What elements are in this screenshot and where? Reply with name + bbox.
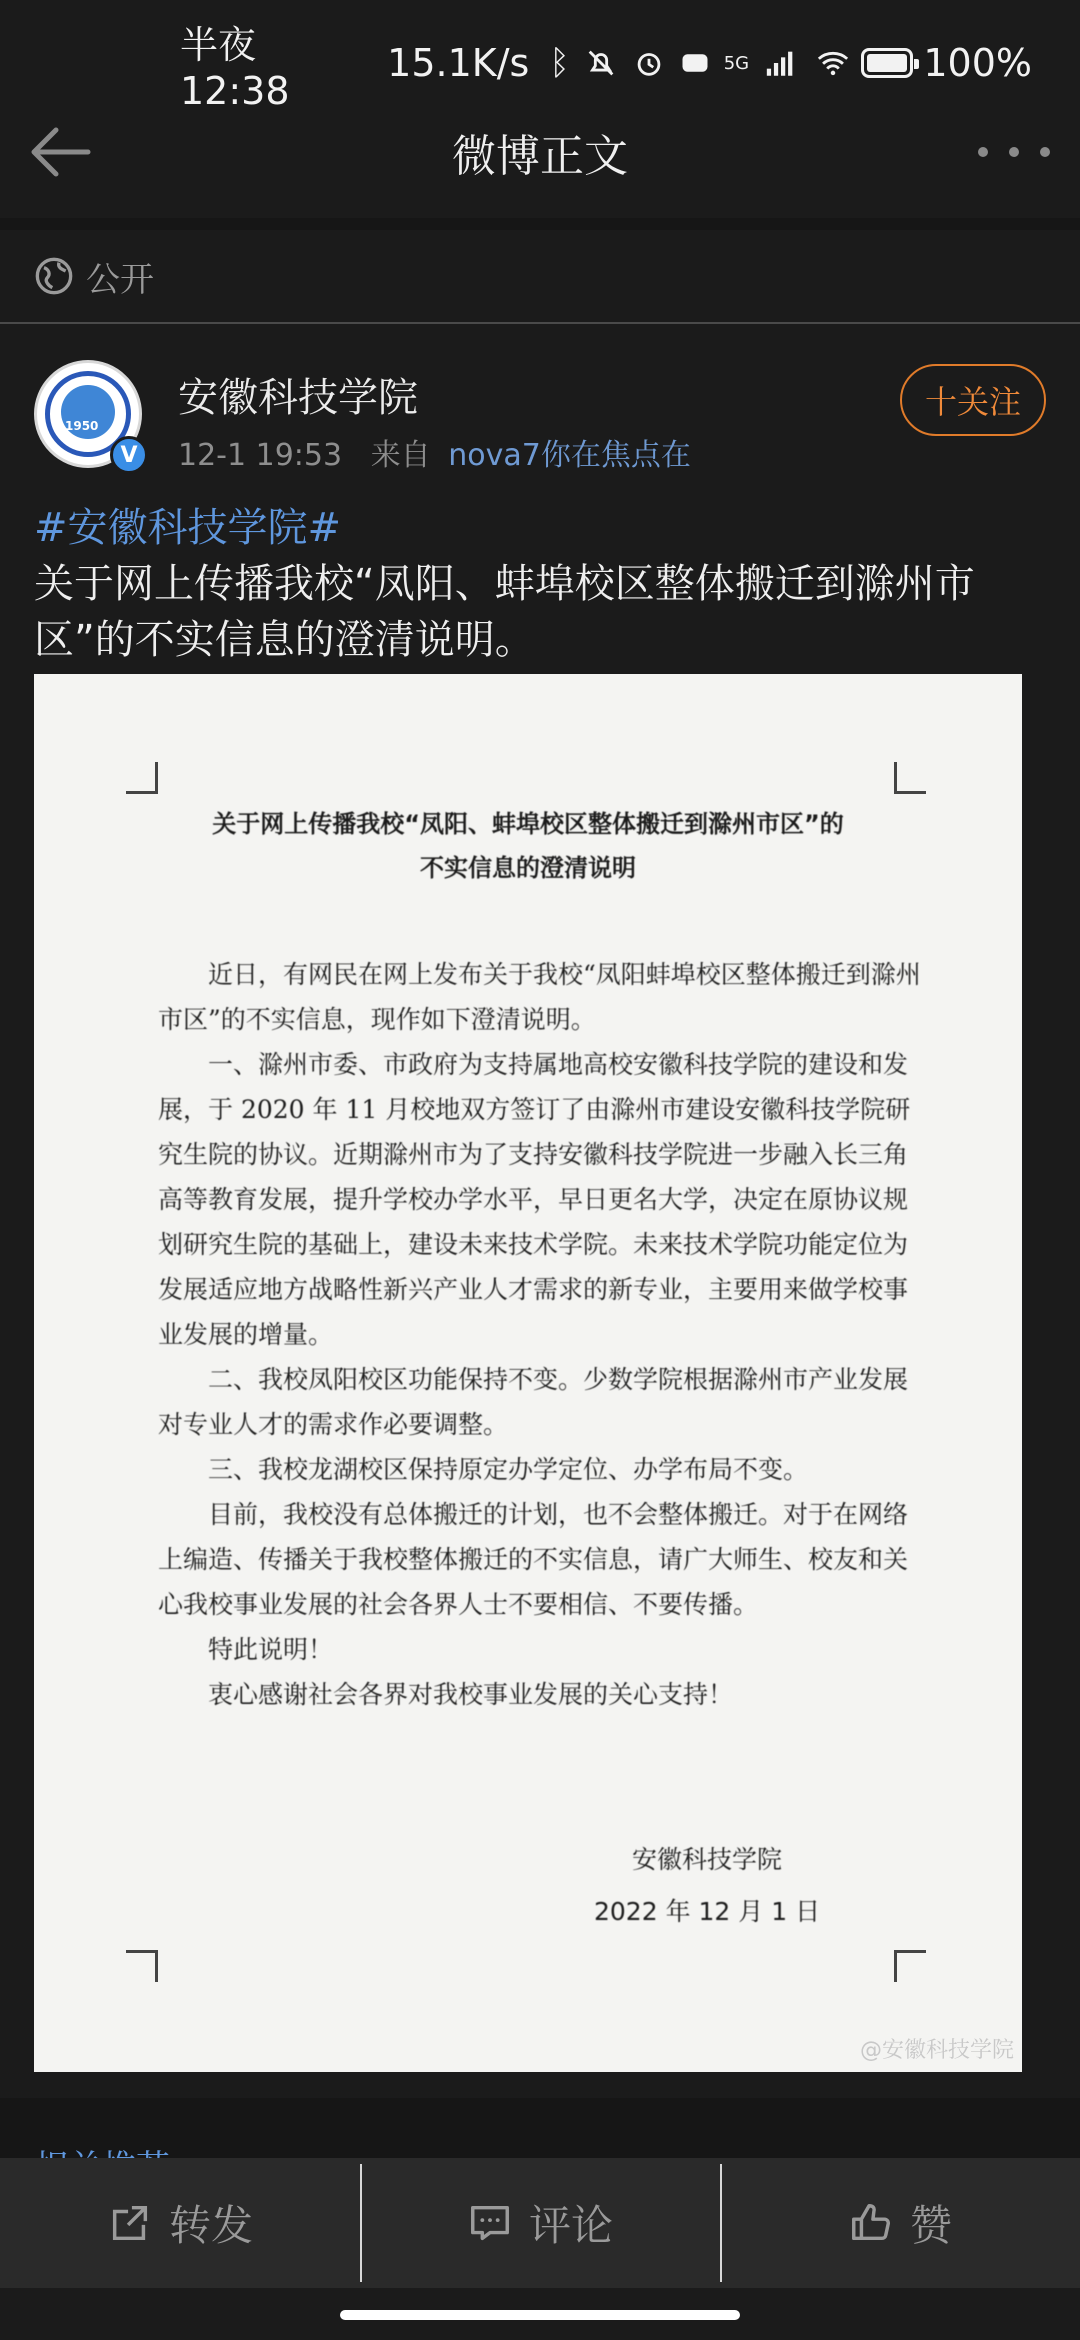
follow-button[interactable]: 十关注: [900, 364, 1046, 436]
visibility-label: 公开: [86, 259, 154, 300]
document-paragraph: 三、我校龙湖校区保持原定办学定位、办学布局不变。: [208, 1455, 809, 1484]
home-indicator[interactable]: [340, 2310, 740, 2320]
repost-icon: [107, 2200, 153, 2246]
document-body: [158, 952, 928, 1717]
repost-label: 转发: [168, 2201, 253, 2250]
signal-icon: [763, 46, 799, 80]
battery-icon: [861, 48, 913, 78]
crop-mark: [126, 762, 158, 794]
post-meta: [178, 430, 691, 474]
document-title-line: 不实信息的澄清说明: [420, 854, 636, 882]
document-paragraph: 一、滁州市委、市政府为支持属地高校安徽科技学院的建设和发展，于 2020 年 11 月校地双方签订了由滁州市建设安徽科技学院研究生院的协议。近期滁州市为了支持安徽科技学院进一步融入长三角高等教育发展，提升学校办学水平，早日更名大学，决定在原协议规划研究生院的基础上，建设未来技术学院。未来技术学院功能定位为发展适应地方战略性新兴产业人才需求的新专业，主要用来做学校事业发展的增量。: [158, 1050, 911, 1349]
post-time: 12-1 19:53: [178, 438, 343, 473]
bluetooth-icon: ᛒ: [549, 43, 570, 83]
status-time: 半夜12:38: [180, 22, 290, 113]
wifi-icon: [813, 46, 853, 80]
like-label: 赞: [909, 2201, 952, 2250]
section-divider: [0, 218, 1080, 230]
document-paragraph: 二、我校凤阳校区功能保持不变。少数学院根据滁州市产业发展对专业人才的需求作必要调整。: [158, 1365, 909, 1439]
avatar-year: 1950: [65, 419, 99, 433]
image-watermark: @安徽科技学院: [859, 2038, 1014, 2063]
more-dot: [978, 147, 988, 157]
action-bar: [0, 2158, 1080, 2288]
more-dot: [1040, 147, 1050, 157]
post-image[interactable]: [34, 674, 1022, 2072]
crop-mark: [894, 1950, 926, 1982]
battery-percent: 100%: [923, 41, 1032, 85]
document-paragraph: 近日，有网民在网上发布关于我校“凤阳蚌埠校区整体搬迁到滁州市区”的不实信息，现作如下澄清说明。: [158, 960, 921, 1034]
comment-button[interactable]: [360, 2158, 720, 2288]
crop-mark: [894, 762, 926, 794]
post-source[interactable]: nova7你在焦点在: [448, 438, 691, 473]
document-paragraph: 目前，我校没有总体搬迁的计划，也不会整体搬迁。对于在网络上编造、传播关于我校整体搬迁的不实信息，请广大师生、校友和关心我校事业发展的社会各界人士不要相信、不要传播。: [158, 1500, 909, 1619]
verified-badge-icon: V: [110, 436, 148, 474]
document-title: [114, 802, 942, 890]
more-menu-icon[interactable]: [978, 120, 1050, 184]
document-signature: [594, 1834, 820, 1938]
document-paragraph: 特此说明！: [208, 1635, 334, 1664]
document-signer: 安徽科技学院: [632, 1845, 783, 1874]
status-icons: [549, 43, 853, 83]
alarm-icon: [632, 46, 666, 80]
document-date: 2022 年 12 月 1 日: [594, 1897, 821, 1926]
source-prefix: 来自: [370, 438, 431, 473]
hashtag-link[interactable]: #安徽科技学院#: [34, 505, 342, 551]
like-button[interactable]: [720, 2158, 1080, 2288]
globe-icon: [34, 256, 74, 296]
mute-icon: [584, 46, 618, 80]
more-dot: [1009, 147, 1019, 157]
repost-button[interactable]: [0, 2158, 360, 2288]
visibility-row: [0, 230, 1080, 324]
document-paragraph: 衷心感谢社会各界对我校事业发展的关心支持！: [208, 1680, 734, 1709]
nav-bar: [0, 96, 1080, 208]
post-text: [34, 500, 1054, 668]
thumbs-up-icon: [848, 2200, 894, 2246]
network-type: 5G: [723, 52, 750, 74]
page-title: 微博正文: [452, 131, 628, 182]
post-body: 关于网上传播我校“凤阳、蚌埠校区整体搬迁到滁州市区”的不实信息的澄清说明。: [34, 561, 975, 663]
network-speed: 15.1K/s: [387, 41, 530, 85]
document-title-line: 关于网上传播我校“凤阳、蚌埠校区整体搬迁到滁州市区”的: [212, 810, 844, 838]
back-arrow-icon[interactable]: [24, 120, 96, 184]
crop-mark: [126, 1950, 158, 1982]
hd-icon: [680, 48, 710, 78]
comment-icon: [467, 2200, 513, 2246]
author-name[interactable]: 安徽科技学院: [178, 375, 418, 421]
author-header: [34, 360, 1046, 480]
comment-label: 评论: [528, 2201, 613, 2250]
